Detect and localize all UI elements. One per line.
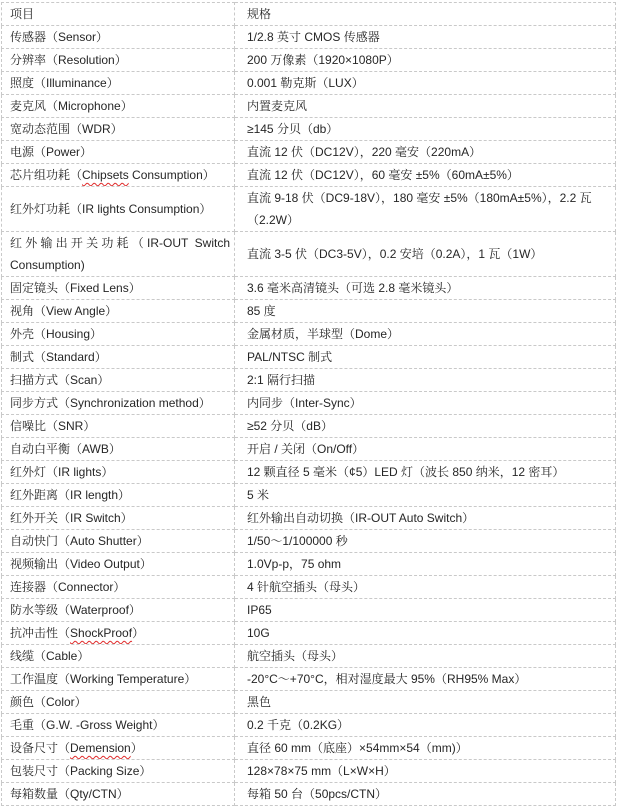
spec-cell: -20°C～+70°C，相对湿度最大 95%（RH95% Max） xyxy=(235,668,616,691)
misspelling-underline: Demension xyxy=(70,741,131,755)
spec-cell: 直流 9-18 伏（DC9-18V），180 毫安 ±5%（180mA±5%），2.2 瓦 （2.2W） xyxy=(235,187,616,232)
item-cell: 红外距离（IR length） xyxy=(2,484,235,507)
item-cell: 红外输出开关功耗（IR-OUT Switch Consumption) xyxy=(2,232,235,277)
table-row xyxy=(2,645,616,668)
spec-cell: 直流 12 伏（DC12V），220 毫安（220mA） xyxy=(235,141,616,164)
item-cell: 分辨率（Resolution） xyxy=(2,49,235,72)
spec-cell: 1.0Vp-p，75 ohm xyxy=(235,553,616,576)
spec-cell: 航空插头（母头） xyxy=(235,645,616,668)
table-row xyxy=(2,553,616,576)
item-cell: 工作温度（Working Temperature） xyxy=(2,668,235,691)
item-cell: 自动白平衡（AWB） xyxy=(2,438,235,461)
table-row xyxy=(2,530,616,553)
item-cell: 红外开关（IR Switch） xyxy=(2,507,235,530)
table-row xyxy=(2,691,616,714)
table-row xyxy=(2,622,616,645)
header-spec-cell: 规格 xyxy=(235,3,616,26)
item-cell: 外壳（Housing） xyxy=(2,323,235,346)
misspelling-underline: Chipsets xyxy=(82,168,129,182)
spec-table xyxy=(1,2,616,806)
table-row xyxy=(2,507,616,530)
table-row xyxy=(2,484,616,507)
item-cell: 制式（Standard） xyxy=(2,346,235,369)
table-row xyxy=(2,760,616,783)
table-row xyxy=(2,49,616,72)
table-row xyxy=(2,277,616,300)
item-cell: 电源（Power） xyxy=(2,141,235,164)
table-row xyxy=(2,668,616,691)
table-row xyxy=(2,323,616,346)
table-row xyxy=(2,141,616,164)
item-cell: 照度（Illuminance） xyxy=(2,72,235,95)
spec-cell: 红外输出自动切换（IR-OUT Auto Switch） xyxy=(235,507,616,530)
table-row xyxy=(2,300,616,323)
spec-cell: ≥145 分贝（db） xyxy=(235,118,616,141)
table-row xyxy=(2,461,616,484)
spec-cell: 每箱 50 台（50pcs/CTN） xyxy=(235,783,616,806)
item-cell: 传感器（Sensor） xyxy=(2,26,235,49)
spec-table-body xyxy=(2,26,616,806)
spec-cell: 2:1 隔行扫描 xyxy=(235,369,616,392)
item-cell: 同步方式（Synchronization method） xyxy=(2,392,235,415)
spec-cell: 直流 12 伏（DC12V），60 毫安 ±5%（60mA±5%） xyxy=(235,164,616,187)
item-cell: 视角（View Angle） xyxy=(2,300,235,323)
item-cell: 线缆（Cable） xyxy=(2,645,235,668)
spec-cell: 开启 / 关闭（On/Off） xyxy=(235,438,616,461)
table-row xyxy=(2,232,616,277)
item-cell: 芯片组功耗（Chipsets Consumption） xyxy=(2,164,235,187)
header-row xyxy=(2,3,616,26)
item-cell: 每箱数量（Qty/CTN） xyxy=(2,783,235,806)
table-row xyxy=(2,737,616,760)
spec-cell: 直径 60 mm（底座）×54mm×54（mm)） xyxy=(235,737,616,760)
item-cell: 红外灯功耗（IR lights Consumption） xyxy=(2,187,235,232)
spec-cell: 0.2 千克（0.2KG） xyxy=(235,714,616,737)
item-cell: 毛重（G.W. -Gross Weight） xyxy=(2,714,235,737)
spec-cell: 85 度 xyxy=(235,300,616,323)
spec-cell: 128×78×75 mm（L×W×H） xyxy=(235,760,616,783)
table-row xyxy=(2,438,616,461)
item-cell: 防水等级（Waterproof） xyxy=(2,599,235,622)
spec-cell: 5 米 xyxy=(235,484,616,507)
table-row xyxy=(2,369,616,392)
table-row xyxy=(2,415,616,438)
item-cell: 扫描方式（Scan） xyxy=(2,369,235,392)
table-row xyxy=(2,187,616,232)
spec-cell: 1/2.8 英寸 CMOS 传感器 xyxy=(235,26,616,49)
table-row xyxy=(2,783,616,806)
item-cell: 视频输出（Video Output） xyxy=(2,553,235,576)
item-cell: 麦克风（Microphone） xyxy=(2,95,235,118)
spec-cell: 10G xyxy=(235,622,616,645)
item-cell: 自动快门（Auto Shutter） xyxy=(2,530,235,553)
table-row xyxy=(2,95,616,118)
item-cell: 连接器（Connector） xyxy=(2,576,235,599)
item-cell: 颜色（Color） xyxy=(2,691,235,714)
table-row xyxy=(2,26,616,49)
spec-cell: 3.6 毫米高清镜头（可选 2.8 毫米镜头） xyxy=(235,277,616,300)
table-row xyxy=(2,346,616,369)
spec-cell: 200 万像素（1920×1080P） xyxy=(235,49,616,72)
table-row xyxy=(2,72,616,95)
misspelling-underline: ShockProof xyxy=(70,626,133,640)
item-cell: 抗冲击性（ShockProof） xyxy=(2,622,235,645)
spec-cell: ≥52 分贝（dB） xyxy=(235,415,616,438)
item-cell: 宽动态范围（WDR） xyxy=(2,118,235,141)
spec-cell: PAL/NTSC 制式 xyxy=(235,346,616,369)
spec-cell: 1/50～1/100000 秒 xyxy=(235,530,616,553)
table-row xyxy=(2,392,616,415)
table-row xyxy=(2,576,616,599)
table-row xyxy=(2,118,616,141)
table-row xyxy=(2,714,616,737)
spec-cell: 12 颗直径 5 毫米（¢5）LED 灯（波长 850 纳米，12 密耳） xyxy=(235,461,616,484)
item-cell: 包装尺寸（Packing Size） xyxy=(2,760,235,783)
spec-cell: 4 针航空插头（母头） xyxy=(235,576,616,599)
item-cell: 设备尺寸（Demension） xyxy=(2,737,235,760)
item-cell: 红外灯（IR lights） xyxy=(2,461,235,484)
spec-cell: 内置麦克风 xyxy=(235,95,616,118)
item-cell: 信噪比（SNR） xyxy=(2,415,235,438)
spec-cell: 直流 3-5 伏（DC3-5V），0.2 安培（0.2A），1 瓦（1W） xyxy=(235,232,616,277)
header-item-cell: 项目 xyxy=(2,3,235,26)
spec-cell: 金属材质，半球型（Dome） xyxy=(235,323,616,346)
item-cell: 固定镜头（Fixed Lens） xyxy=(2,277,235,300)
table-row xyxy=(2,164,616,187)
spec-cell: 0.001 勒克斯（LUX） xyxy=(235,72,616,95)
table-row xyxy=(2,599,616,622)
spec-cell: 黑色 xyxy=(235,691,616,714)
spec-cell: IP65 xyxy=(235,599,616,622)
spec-cell: 内同步（Inter-Sync） xyxy=(235,392,616,415)
